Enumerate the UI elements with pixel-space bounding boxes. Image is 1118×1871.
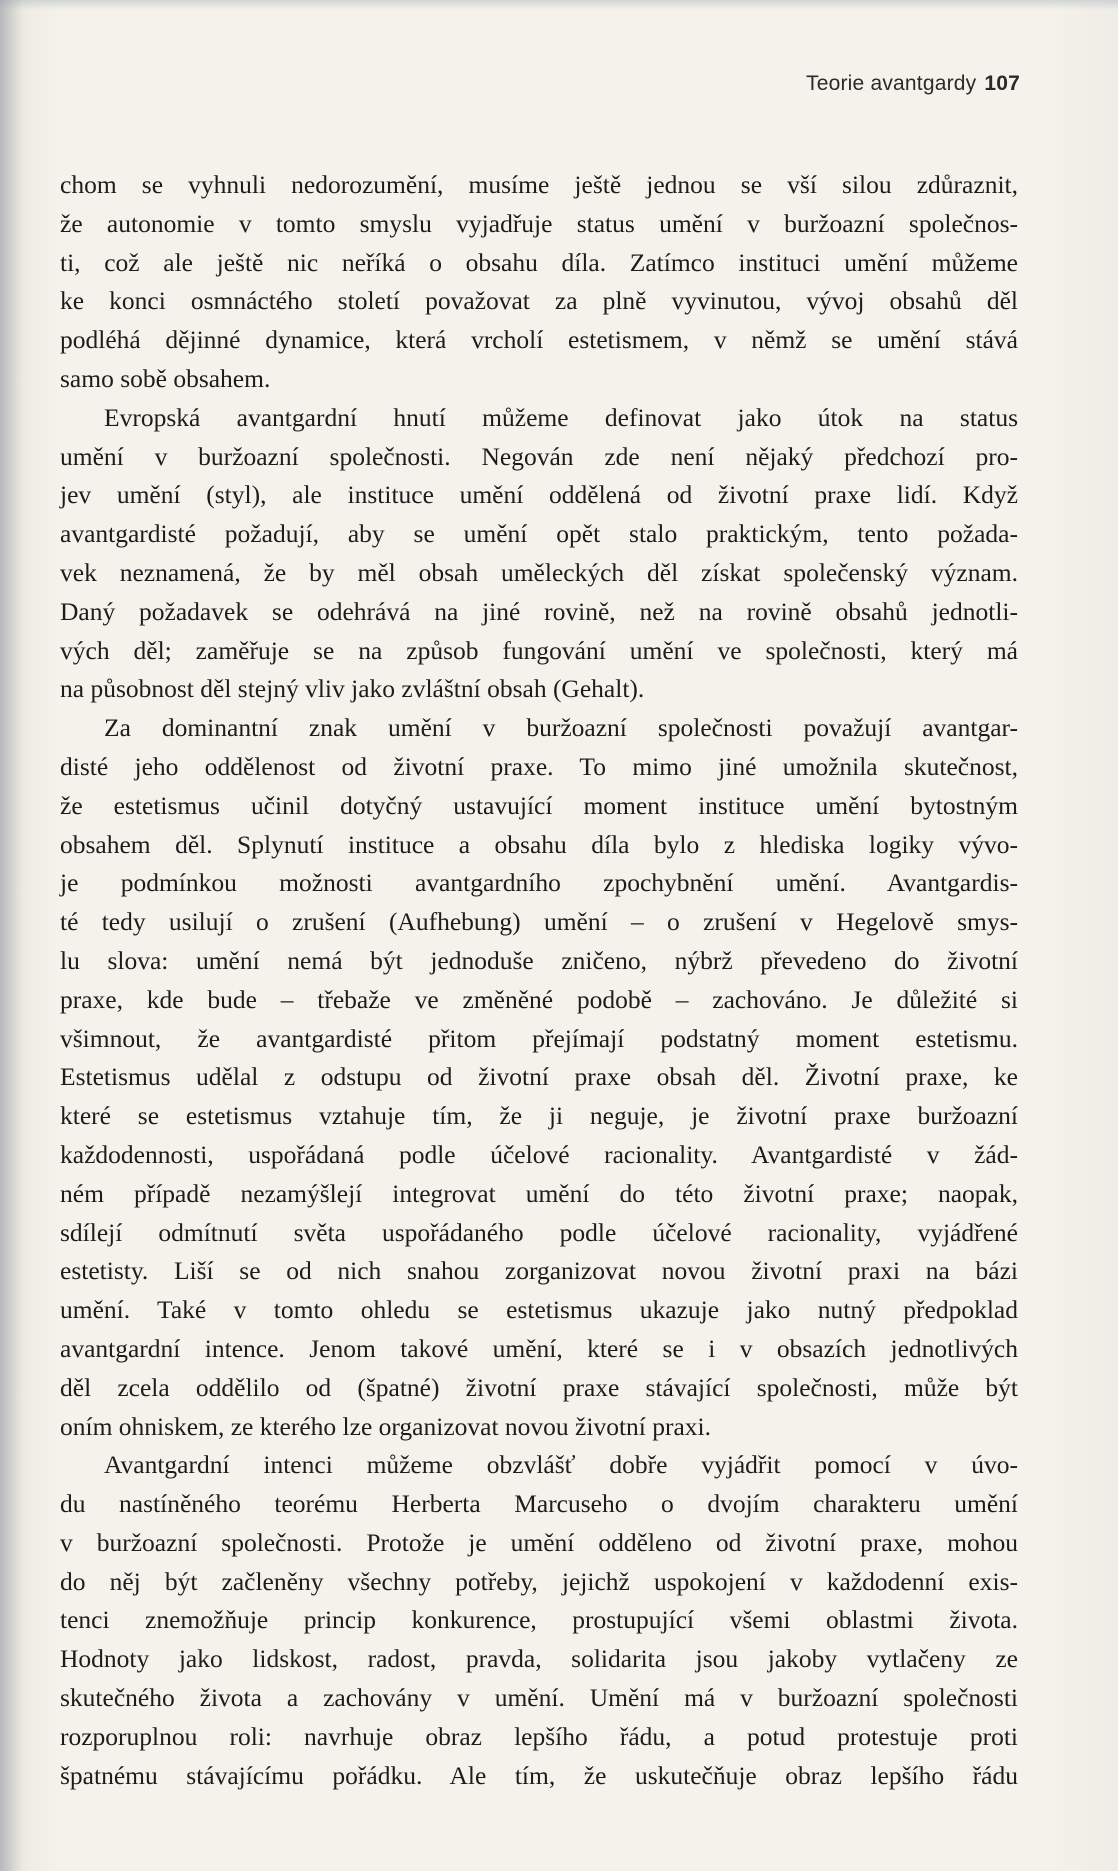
text-line: umění. Také v tomto ohledu se estetismus ukazuje jako nutný předpoklad — [60, 1295, 1018, 1325]
text-line: ti, což ale ještě nic neříká o obsahu díla. Zatímco instituci umění můžeme — [60, 247, 1018, 277]
text-line: špatnému stávajícímu pořádku. Ale tím, že uskutečňuje obraz lepšího řádu — [60, 1760, 1018, 1790]
text-line: jev umění (styl), ale instituce umění oddělená od životní praxe lidí. Když — [60, 480, 1018, 510]
text-line: ném případě nezamýšlejí integrovat umění do této životní praxe; naopak, — [60, 1178, 1018, 1208]
text-line: je podmínkou možnosti avantgardního zpochybnění umění. Avantgardis- — [60, 868, 1018, 898]
text-line: rozporuplnou roli: navrhuje obraz lepšího řádu, a potud protestuje proti — [60, 1721, 1018, 1751]
running-title: Teorie avantgardy — [806, 72, 977, 95]
text-line: praxe, kde bude – třebaže ve změněné podobě – zachováno. Je důležité si — [60, 984, 1018, 1014]
text-line: vých děl; zaměřuje se na způsob fungování umění ve společnosti, který má — [60, 635, 1018, 665]
text-line: které se estetismus vztahuje tím, že ji neguje, je životní praxe buržoazní — [60, 1101, 1018, 1131]
text-line: každodennosti, uspořádaná podle účelové racionality. Avantgardisté v žád- — [60, 1139, 1018, 1169]
text-line: té tedy usilují o zrušení (Aufhebung) umění – o zrušení v Hegelově smys- — [60, 907, 1018, 937]
text-line: umění v buržoazní společnosti. Negován zde není nějaký předchozí pro- — [60, 441, 1018, 471]
text-line: avantgardní intence. Jenom takové umění, které se i v obsazích jednotlivých — [60, 1333, 1018, 1363]
text-line: děl zcela oddělilo od (špatné) životní praxe stávající společnosti, může být — [60, 1372, 1018, 1402]
text-line: Estetismus udělal z odstupu od životní praxe obsah děl. Životní praxe, ke — [60, 1062, 1018, 1092]
text-line: ke konci osmnáctého století považovat za plně vyvinutou, vývoj obsahů děl — [60, 286, 1018, 316]
text-line: podléhá dějinné dynamice, která vrcholí estetismem, v němž se umění stává — [60, 325, 1018, 355]
text-line: Za dominantní znak umění v buržoazní společnosti považují avantgar- — [104, 713, 1018, 743]
binding-shadow — [0, 0, 22, 1871]
text-line: du nastíněného teorému Herberta Marcuseho o dvojím charakteru umění — [60, 1489, 1018, 1519]
text-line: vek neznamená, že by měl obsah uměleckých děl získat společenský význam. — [60, 557, 1018, 587]
text-line: do něj být začleněny všechny potřeby, jejichž uspokojení v každodenní exis- — [60, 1566, 1018, 1596]
text-line: samo sobě obsahem. — [60, 363, 271, 393]
text-line: Evropská avantgardní hnutí můžeme definovat jako útok na status — [104, 402, 1018, 432]
text-line: chom se vyhnuli nedorozumění, musíme ještě jednou se vší silou zdůraznit, — [60, 170, 1018, 199]
text-line: že estetismus učinil dotyčný ustavující moment instituce umění bytostným — [60, 790, 1018, 820]
running-head — [806, 72, 1020, 96]
text-line: Avantgardní intenci můžeme obzvlášť dobře vyjádřit pomocí v úvo- — [104, 1450, 1018, 1480]
text-line: tenci znemožňuje princip konkurence, prostupující všemi oblastmi života. — [60, 1605, 1018, 1635]
text-line: sdílejí odmítnutí světa uspořádaného podle účelové racionality, vyjádřené — [60, 1217, 1018, 1247]
page-top-edge — [0, 0, 1118, 10]
text-line: Hodnoty jako lidskost, radost, pravda, solidarita jsou jakoby vytlačeny ze — [60, 1644, 1018, 1674]
text-line: disté jeho oddělenost od životní praxe. To mimo jiné umožnila skutečnost, — [60, 751, 1018, 781]
text-line: oním ohniskem, ze kterého lze organizovat novou životní praxi. — [60, 1411, 712, 1441]
text-line: v buržoazní společnosti. Protože je umění odděleno od životní praxe, mohou — [60, 1527, 1018, 1557]
text-line: Daný požadavek se odehrává na jiné rovině, než na rovině obsahů jednotli- — [60, 596, 1018, 626]
text-line: avantgardisté požadují, aby se umění opět stalo praktickým, tento požada- — [60, 519, 1018, 549]
page-number: 107 — [984, 72, 1020, 95]
text-line: všimnout, že avantgardisté přitom přejímají podstatný moment estetismu. — [60, 1023, 1018, 1053]
text-line: lu slova: umění nemá být jednoduše zničeno, nýbrž převedeno do životní — [60, 945, 1018, 975]
text-line: že autonomie v tomto smyslu vyjadřuje status umění v buržoazní společnos- — [60, 208, 1018, 238]
body-text — [60, 166, 1018, 1795]
text-line: na působnost děl stejný vliv jako zvláštní obsah (Gehalt). — [60, 674, 645, 704]
text-line: obsahem děl. Splynutí instituce a obsahu díla bylo z hlediska logiky vývo- — [60, 829, 1018, 859]
text-line: estetisty. Liší se od nich snahou zorganizovat novou životní praxi na bázi — [60, 1256, 1018, 1286]
text-line: skutečného života a zachovány v umění. Umění má v buržoazní společnosti — [60, 1683, 1018, 1713]
